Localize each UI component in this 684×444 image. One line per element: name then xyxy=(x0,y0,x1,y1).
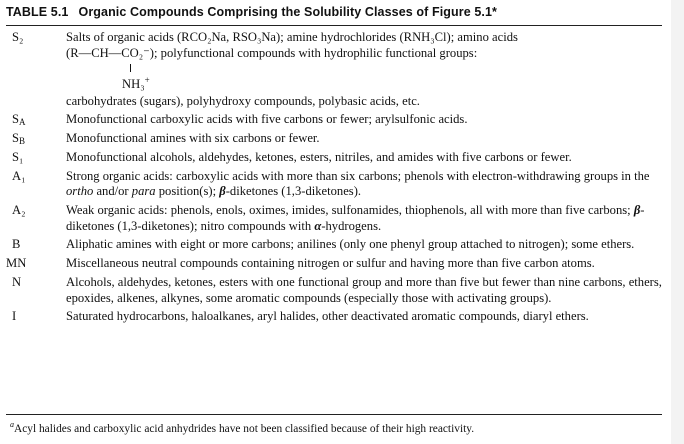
page-edge xyxy=(671,0,684,444)
class-description: Aliphatic amines with eight or more carbons; anilines (only one phenyl group attached to nitrogen); some ethers. xyxy=(66,237,635,252)
table-row xyxy=(6,237,666,253)
top-rule xyxy=(6,25,662,26)
class-description: Monofunctional amines with six carbons or fewer. xyxy=(66,131,320,146)
class-description: Alcohols, aldehydes, ketones, esters with one functional group and more than five but fewer than nine carbons, ethers, epoxides, alkenes, alkynes, some aromatic compounds (especially those with activating groups). xyxy=(66,275,662,305)
class-code: $S_A$ xyxy=(12,112,26,128)
table-row xyxy=(6,131,666,147)
table-row xyxy=(6,169,666,200)
class-code: S₂ xyxy=(12,30,24,44)
table-row xyxy=(6,112,666,128)
class-code: S₁ xyxy=(12,149,24,164)
amino-acid-structure xyxy=(66,46,666,94)
table-title-text: Organic Compounds Comprising the Solubility Classes of Figure 5.1* xyxy=(78,5,497,19)
table-row xyxy=(6,30,666,109)
class-description: Monofunctional alcohols, aldehydes, ketones, esters, nitriles, and amides with five carbons or fewer. xyxy=(66,149,572,164)
desc-line: carbohydrates (sugars), polyhydroxy compounds, polybasic acids, etc. xyxy=(66,93,420,108)
class-code: A₁ xyxy=(12,168,26,183)
class-code: $S_B$ xyxy=(12,131,26,147)
desc-line: (R—CH—CO₂⁻); polyfunctional compounds with hydrophilic functional groups: xyxy=(66,45,478,60)
desc-line: Salts of organic acids (RCO₂Na, RSO₃Na); amine hydrochlorides (RNH₃Cl); amino acids xyxy=(66,30,518,44)
table-row xyxy=(6,150,666,166)
class-description: Strong organic acids: carboxylic acids with more than six carbons; phenols with electron-withdrawing groups in the ortho and/or para position(s); β-diketones (1,3-diketones). xyxy=(66,168,650,199)
table-body xyxy=(6,30,666,325)
table-title xyxy=(6,5,497,19)
class-description: Weak organic acids: phenols, enols, oximes, imides, sulfonamides, thiophenols, all with more than five carbons; β-diketones (1,3-diketones); nitro compounds with α-hydrogens. xyxy=(66,203,645,233)
table-footnote: $^a$Acyl halides and carboxylic acid anhydrides have not been classified because of their high reactivity. xyxy=(10,420,475,435)
class-code: MN xyxy=(6,256,27,271)
table-row xyxy=(6,203,666,234)
class-code: A₂ xyxy=(12,203,26,218)
bottom-rule xyxy=(6,414,662,415)
class-code: N xyxy=(12,275,22,290)
structure-nh3: NH₃+ xyxy=(122,74,150,91)
class-description: Miscellaneous neutral compounds containing nitrogen or sulfur and having more than five carbon atoms. xyxy=(66,256,595,271)
structure-bond xyxy=(130,64,131,72)
table-row xyxy=(6,275,666,306)
class-code: B xyxy=(12,237,21,252)
table-number: TABLE 5.1 xyxy=(6,5,69,19)
class-code: I xyxy=(12,309,17,324)
table-row xyxy=(6,256,666,272)
class-description: Saturated hydrocarbons, haloalkanes, aryl halides, other deactivated aromatic compounds, diaryl ethers. xyxy=(66,309,589,324)
class-description xyxy=(66,30,666,109)
table-row xyxy=(6,309,666,325)
class-description: Monofunctional carboxylic acids with five carbons or fewer; arylsulfonic acids. xyxy=(66,112,468,127)
